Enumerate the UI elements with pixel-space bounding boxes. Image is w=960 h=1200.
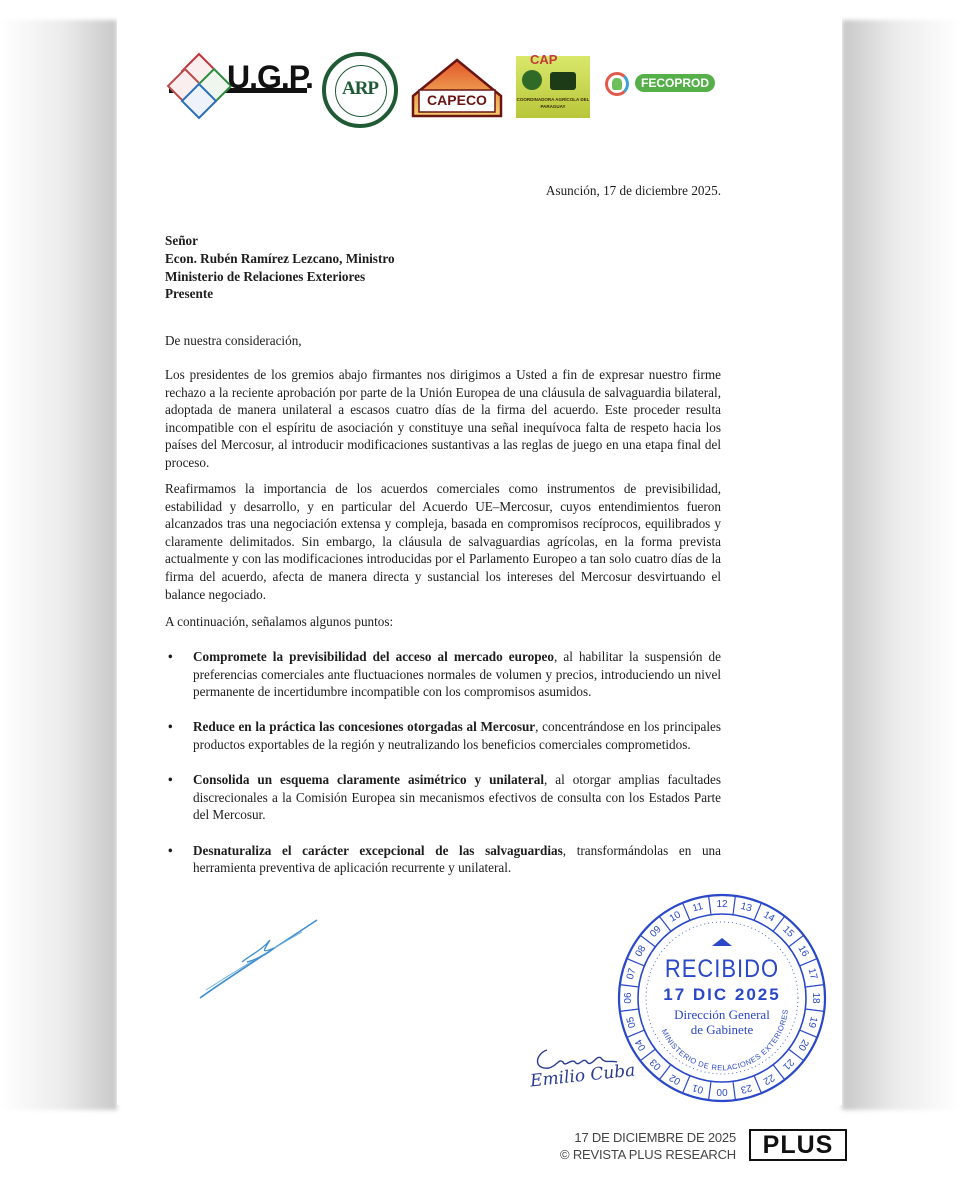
stamp-hour-divider xyxy=(754,1076,761,1094)
stamp-hour-label: 19 xyxy=(805,1015,820,1029)
stamp-hour-label: 02 xyxy=(667,1071,683,1087)
stamp-hour-label: 01 xyxy=(691,1081,705,1096)
stamp-hour-label: 22 xyxy=(761,1071,777,1087)
addressee-line: Econ. Rubén Ramírez Lezcano, Ministro xyxy=(165,250,395,266)
stamp-hour-divider xyxy=(733,1081,735,1100)
stamp-date: 17 DIC 2025 xyxy=(663,985,781,1004)
point-heading: Desnaturaliza el carácter excepcional de las salvaguardias xyxy=(193,842,563,858)
list-item xyxy=(165,771,721,824)
list-item xyxy=(165,842,721,877)
arp-logo-text: ARP xyxy=(341,78,379,99)
stamp-emblem-icon xyxy=(712,938,732,946)
point-body: , concentrándose en los principales productos exportables de la región y neutralizando los beneficios comerciales comprometidos. xyxy=(193,719,721,752)
cap-tractor-icon xyxy=(550,72,576,90)
addressee-line: Señor xyxy=(165,233,198,248)
stamp-hour-divider xyxy=(683,1076,690,1094)
bullet-icon: • xyxy=(168,842,173,858)
stamp-hour-label: 06 xyxy=(623,992,634,1004)
stamp-hour-label: 14 xyxy=(761,909,777,925)
point-body: , transformándolas en una herramienta preventiva de aplicación recurrente y unilateral. xyxy=(193,842,722,876)
point-body: , al habilitar la suspensión de preferencias comerciales ante fluctuaciones normales de volumen y precios, introduciendo un nivel permanente de incertidumbre incompatible con los compromisos asumidos. xyxy=(193,649,721,700)
point-heading: Compromete la previsibilidad del acceso al mercado europeo xyxy=(193,649,554,664)
points-intro: A continuación, señalamos algunos puntos: xyxy=(165,614,394,629)
letterhead-logos xyxy=(169,52,729,122)
greeting: De nuestra consideración, xyxy=(165,333,302,348)
points-list xyxy=(165,648,721,894)
capeco-logo-text: CAPECO xyxy=(427,92,487,108)
stamp-hour-label: 00 xyxy=(716,1086,728,1097)
stamp-hour-label: 05 xyxy=(624,1015,639,1029)
stamp-office-line-1: Dirección General xyxy=(674,1007,770,1022)
footer-date: 17 DE DICIEMBRE DE 2025 xyxy=(574,1130,736,1145)
point-heading: Consolida un esquema claramente asimétrico y unilateral xyxy=(193,772,545,788)
stamp-office-line-2: de Gabinete xyxy=(690,1022,754,1037)
capeco-roof-icon xyxy=(411,58,503,118)
place-date: Asunción, 17 de diciembre 2025. xyxy=(545,183,721,198)
stamp-hour-divider xyxy=(709,1081,711,1100)
fecoprod-logo xyxy=(605,70,725,100)
list-item xyxy=(165,648,721,701)
paragraph-2: Reafirmamos la importancia de los acuerdos comerciales como instrumentos de previsibilidad, estabilidad y desarrollo, y en particular del Acuerdo UE–Mercosur, cuyos entendimientos fueron alcanzados tras una negociación extensa y compleja, basada en compromisos recíprocos, equilibrados y claramente delimitados. Sin embargo, la cláusula de salvaguardias agrícolas, en la forma prevista actualmente y con las modificaciones introducidas por el Parlamento Europeo a tan solo cuatro días de la firma del acuerdo, afecta de manera directa y sustancial los intereses del Mercosur desvirtuando el balance negociado. xyxy=(165,481,721,602)
stamp-hour-label: 07 xyxy=(624,967,639,981)
stamp-hour-label: 11 xyxy=(691,901,705,915)
stamp-status: RECIBIDO xyxy=(664,954,780,983)
arp-logo xyxy=(322,52,398,128)
footer-credit xyxy=(560,1129,736,1163)
letter-page xyxy=(117,0,842,1105)
fecoprod-emblem-icon xyxy=(605,72,629,96)
footer-copyright: © REVISTA PLUS RESEARCH xyxy=(560,1147,736,1162)
stamp-hour-label: 04 xyxy=(633,1037,649,1053)
received-stamp xyxy=(612,890,832,1105)
ugp-logo xyxy=(169,56,313,116)
point-body: , al otorgar amplias facultades discrecionales a la Comisión Europea sin mecanismos efectivos de consulta con los Estados Parte del Mercosur. xyxy=(193,772,721,823)
bullet-icon: • xyxy=(168,719,173,735)
stamp-hour-label: 20 xyxy=(795,1037,811,1053)
addressee-block xyxy=(165,232,721,303)
stamp-hour-label: 15 xyxy=(780,924,796,940)
stamp-hour-label: 12 xyxy=(716,899,728,910)
stamp-hour-label: 23 xyxy=(739,1081,753,1096)
cap-logo xyxy=(516,52,590,118)
stamp-hour-divider xyxy=(733,896,735,915)
stamp-hour-label: 08 xyxy=(633,943,649,959)
stamp-hour-label: 18 xyxy=(810,992,821,1004)
plus-brand-logo: PLUS xyxy=(749,1129,847,1161)
bullet-icon: • xyxy=(168,649,173,664)
point-heading: Reduce en la práctica las concesiones otorgadas al Mercosur xyxy=(193,719,536,735)
bullet-icon: • xyxy=(168,772,173,788)
signature-name: Emilio Cuba xyxy=(529,1060,637,1092)
stamp-hour-label: 17 xyxy=(805,967,820,981)
stamp-hour-divider xyxy=(709,896,711,915)
page-shadow-left xyxy=(0,20,117,1110)
addressee-line: Ministerio de Relaciones Exteriores xyxy=(165,268,366,284)
signature-1-icon xyxy=(192,910,322,1005)
stamp-hour-label: 09 xyxy=(648,924,664,940)
stamp-hour-label: 16 xyxy=(795,943,811,959)
addressee-line: Presente xyxy=(165,286,214,302)
ugp-logo-text: U.G.P. xyxy=(227,59,313,95)
stamp-hour-label: 13 xyxy=(739,900,753,915)
stamp-hour-divider xyxy=(683,903,690,921)
cap-logo-text: CAP xyxy=(530,52,558,67)
stamp-hour-label: 21 xyxy=(780,1056,796,1072)
stamp-hour-label: 03 xyxy=(648,1056,664,1072)
capeco-logo xyxy=(411,58,503,118)
fecoprod-logo-text: FECOPROD xyxy=(635,74,715,92)
stamp-hour-divider xyxy=(754,903,761,921)
cap-logo-subtitle: COORDINADORA AGRÍCOLA DEL PARAGUAY xyxy=(516,97,590,109)
paragraph-1: Los presidentes de los gremios abajo firmantes nos dirigimos a Usted a fin de expresar nuestro firme rechazo a la reciente aprobación por parte de la Unión Europea de una cláusula de salvaguardia bilateral, adoptada de manera unilateral a escasos cuatro días de la firma del acuerdo. Este proceder resulta incompatible con el espíritu de asociación y constituye una señal inequívoca falta de respeto hacia los países del Mercosur, al introducir modificaciones sustantivas a las reglas de juego en una etapa final del proceso. xyxy=(165,367,721,470)
stamp-hour-label: 10 xyxy=(667,909,683,925)
stamp-ring-text: MINISTERIO DE RELACIONES EXTERIORES xyxy=(659,1008,790,1073)
list-item xyxy=(165,718,721,753)
page-shadow-right xyxy=(842,20,960,1110)
cap-hay-bale-icon xyxy=(522,70,542,90)
